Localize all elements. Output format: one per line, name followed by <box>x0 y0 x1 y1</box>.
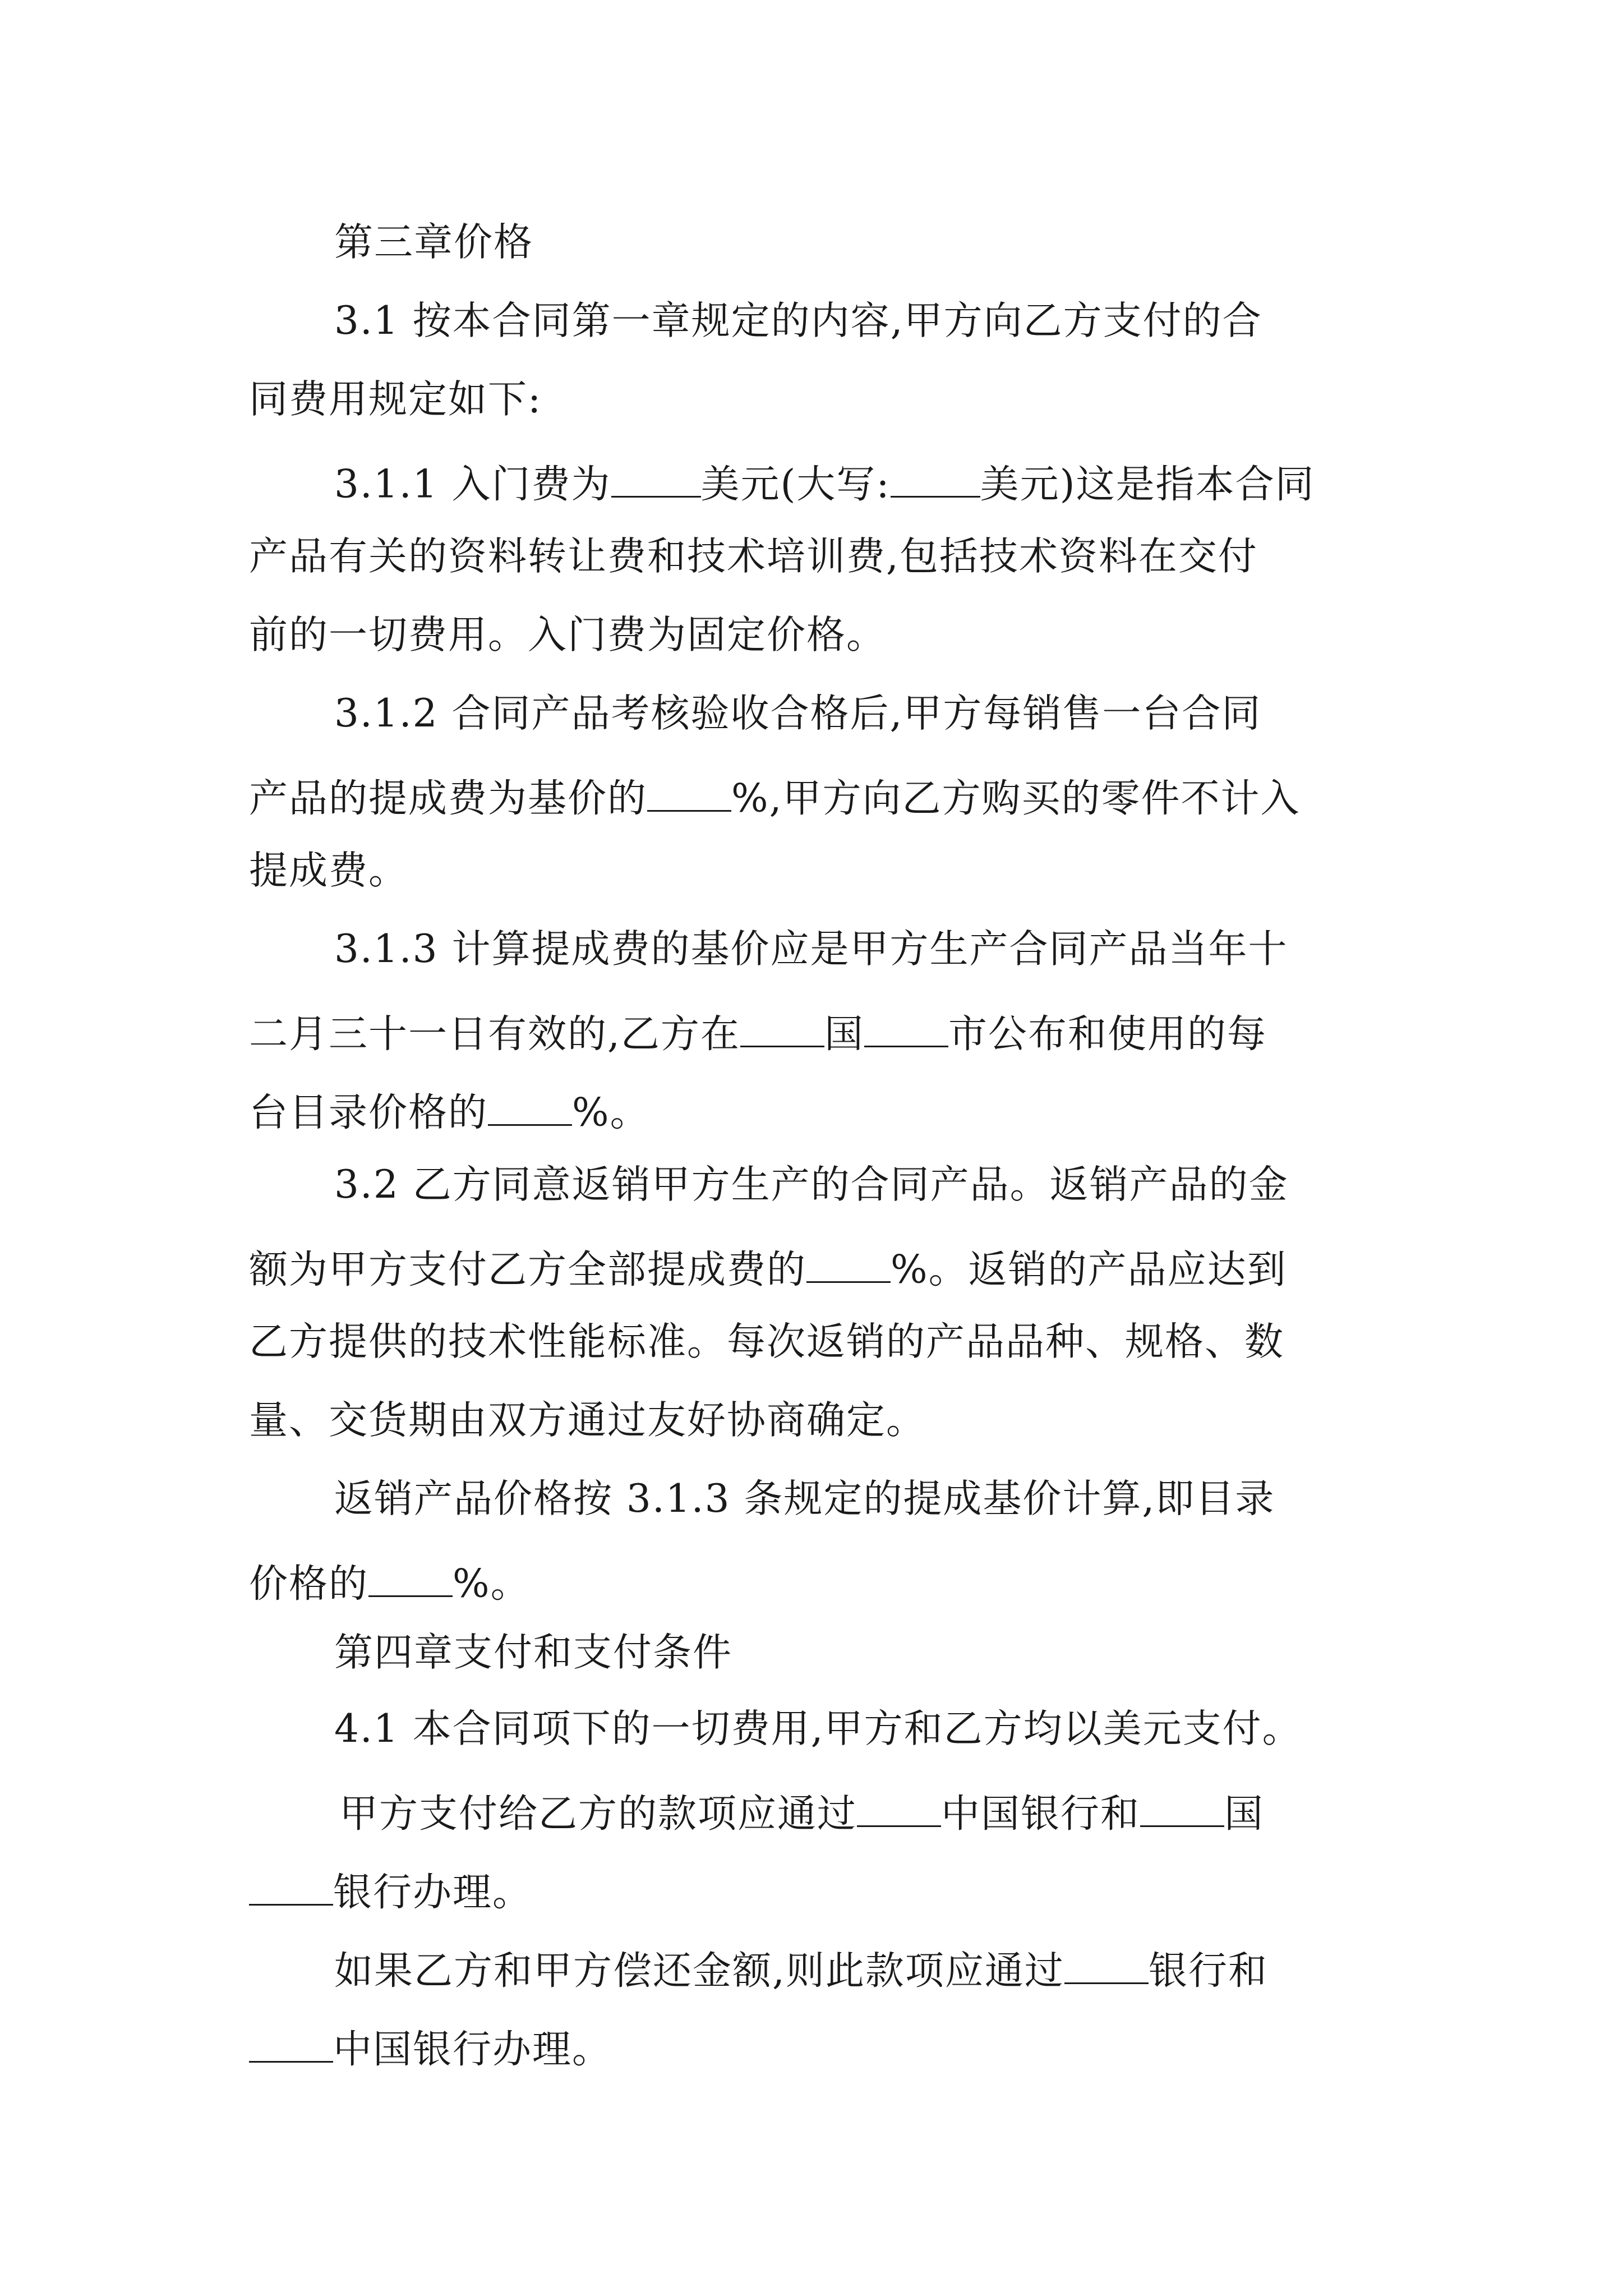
clause-3-2-line-4: 量、交货期由双方通过友好协商确定。 <box>249 1398 926 1443</box>
payment-banks-text-d: 银行办理。 <box>333 1870 532 1915</box>
clause-4-1-line-1: 4.1 本合同项下的一切费用,甲方和乙方均以美元支付。 <box>334 1706 1302 1751</box>
payment-banks-text-b: 中国银行和 <box>941 1791 1140 1837</box>
clause-3-1-line-1: 3.1 按本合同第一章规定的内容,甲方向乙方支付的合 <box>334 298 1262 343</box>
blank-buyback-price-percent <box>368 1558 453 1597</box>
payment-banks-text-a: 甲方支付给乙方的款项应通过 <box>339 1791 857 1837</box>
clause-3-1-line-2: 同费用规定如下: <box>249 377 542 422</box>
repayment-banks-line-2 <box>249 2024 612 2072</box>
clause-3-1-1-text-a: 3.1.1 入门费为 <box>334 462 611 507</box>
chapter-3-heading: 第三章价格 <box>334 220 533 265</box>
clause-3-1-1-line-2: 产品有关的资料转让费和技术培训费,包括技术资料在交付 <box>249 534 1258 579</box>
clause-3-1-1-line-3: 前的一切费用。入门费为固定价格。 <box>249 613 886 657</box>
blank-entry-fee-amount <box>611 459 701 498</box>
repayment-banks-line-1 <box>334 1945 1268 1994</box>
clause-3-1-1-text-c: 美元)这是指本合同 <box>980 462 1315 507</box>
payment-banks-line-2 <box>249 1867 532 1915</box>
clause-3-2-text-a: 额为甲方支付乙方全部提成费的 <box>249 1247 806 1292</box>
buyback-price-line-2 <box>249 1558 531 1607</box>
blank-boc-branch <box>857 1788 941 1827</box>
clause-3-1-2-line-3: 提成费。 <box>249 848 408 893</box>
clause-3-2-text-b: %。返销的产品应达到 <box>891 1247 1287 1292</box>
clause-3-1-3-text-c: 市公布和使用的每 <box>948 1011 1267 1057</box>
blank-foreign-bank <box>249 1867 333 1906</box>
clause-3-2-line-3: 乙方提供的技术性能标准。每次返销的产品品种、规格、数 <box>249 1319 1284 1364</box>
blank-repay-boc <box>249 2024 333 2063</box>
blank-foreign-country <box>1140 1788 1224 1827</box>
clause-3-1-3-line-3 <box>249 1087 650 1133</box>
clause-3-1-2-text-b: %,甲方向乙方购买的零件不计入 <box>731 776 1301 821</box>
clause-3-2-line-2 <box>249 1244 1287 1290</box>
blank-repay-bank <box>1064 1945 1149 1984</box>
clause-3-1-3-line-2 <box>249 1009 1267 1057</box>
repayment-banks-text-a: 如果乙方和甲方偿还金额,则此款项应通过 <box>334 1948 1064 1994</box>
clause-3-1-2-line-1: 3.1.2 合同产品考核验收合格后,甲方每销售一台合同 <box>334 691 1262 736</box>
clause-3-1-3-text-a: 二月三十一日有效的,乙方在 <box>249 1011 740 1057</box>
blank-catalog-percent <box>488 1087 572 1126</box>
clause-3-1-3-text-e: %。 <box>572 1090 650 1135</box>
repayment-banks-text-c: 中国银行办理。 <box>333 2027 612 2072</box>
clause-3-1-3-line-1: 3.1.3 计算提成费的基价应是甲方生产合同产品当年十 <box>334 927 1288 972</box>
buyback-price-line-1: 返销产品价格按 3.1.3 条规定的提成基价计算,即目录 <box>334 1476 1275 1521</box>
blank-entry-fee-words <box>891 459 980 498</box>
clause-3-1-1-text-b: 美元(大写: <box>700 462 891 507</box>
payment-banks-line-1 <box>339 1788 1264 1837</box>
repayment-banks-text-b: 银行和 <box>1148 1948 1268 1994</box>
clause-3-1-1-line-1 <box>334 459 1315 507</box>
clause-3-1-2-text-a: 产品的提成费为基价的 <box>249 776 647 821</box>
clause-3-1-3-text-d: 台目录价格的 <box>249 1090 488 1135</box>
payment-banks-text-c: 国 <box>1224 1791 1264 1837</box>
clause-3-1-2-line-2 <box>249 773 1301 821</box>
chapter-4-heading: 第四章支付和支付条件 <box>334 1630 732 1675</box>
blank-buyback-percent <box>806 1244 891 1283</box>
clause-3-2-line-1: 3.2 乙方同意返销甲方生产的合同产品。返销产品的金 <box>334 1162 1289 1207</box>
buyback-price-text-a: 价格的 <box>249 1561 368 1607</box>
clause-3-1-3-text-b: 国 <box>824 1011 864 1057</box>
blank-city <box>864 1009 948 1047</box>
blank-royalty-percent <box>647 773 731 812</box>
buyback-price-text-b: %。 <box>453 1561 531 1607</box>
blank-country <box>740 1009 824 1047</box>
